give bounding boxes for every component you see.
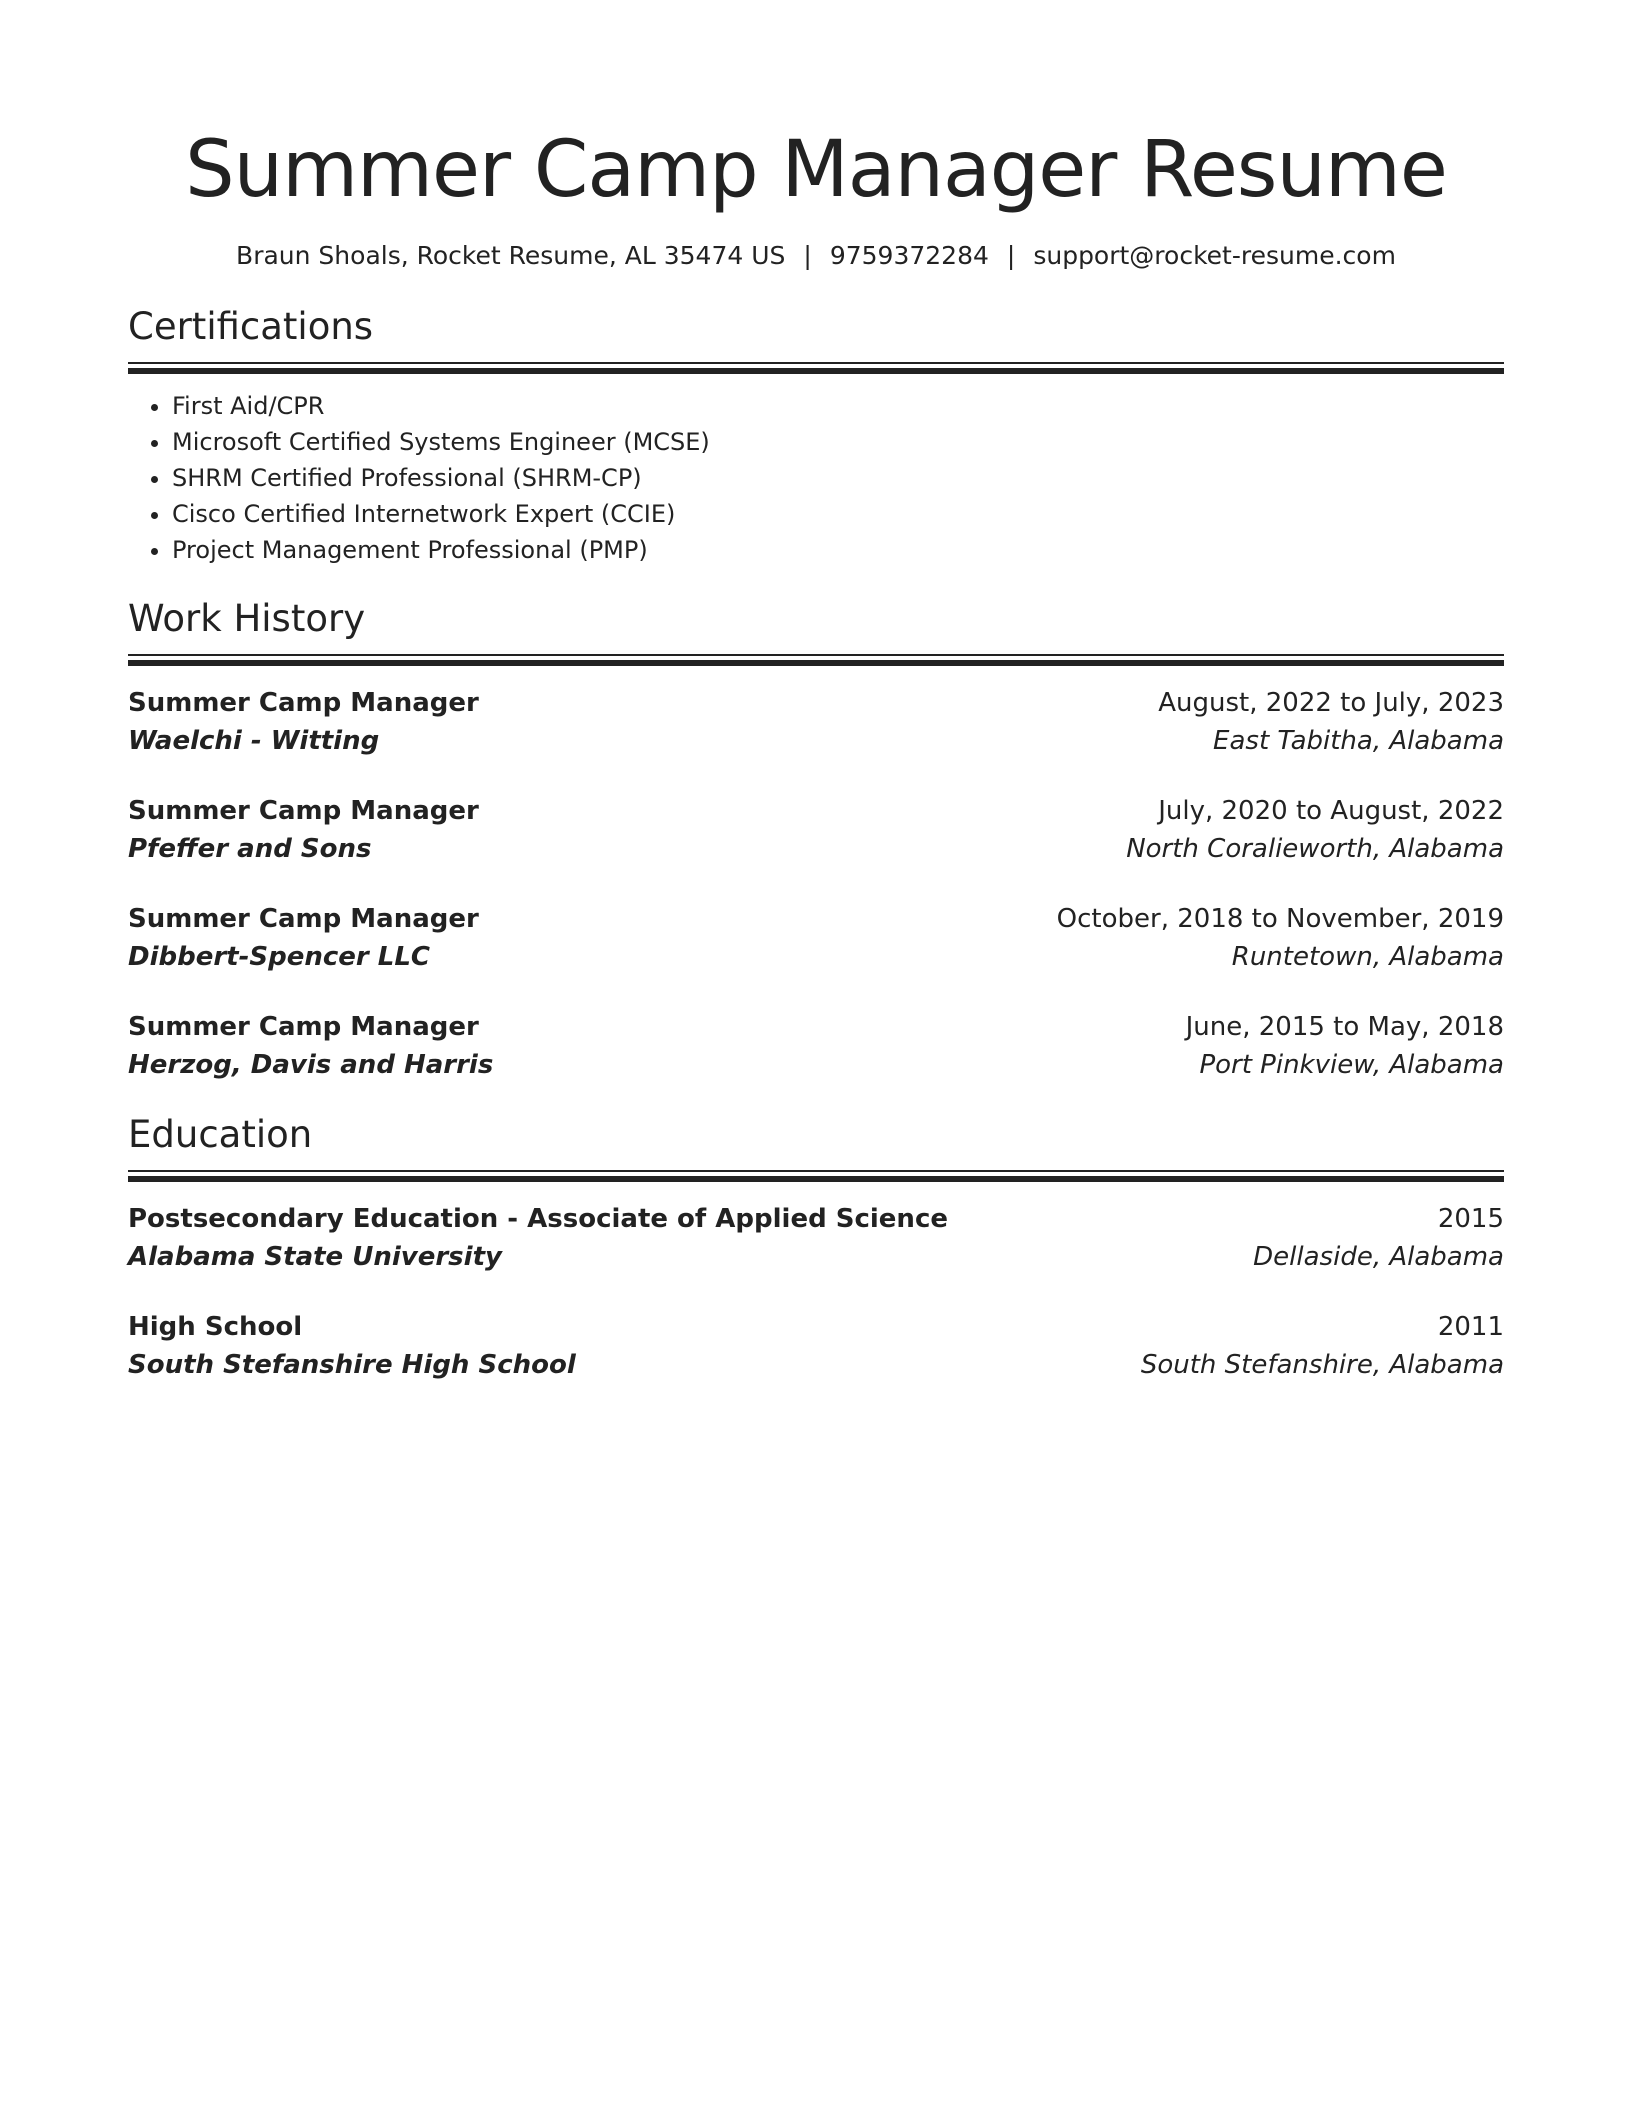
section-divider xyxy=(128,654,1504,666)
job-dates: June, 2015 to May, 2018 xyxy=(1185,1012,1504,1042)
page-title: Summer Camp Manager Resume xyxy=(185,125,1447,215)
education-location: Dellaside, Alabama xyxy=(1253,1242,1504,1272)
job-title: Summer Camp Manager xyxy=(128,796,479,826)
education-location: South Stefanshire, Alabama xyxy=(1140,1350,1504,1380)
education-year: 2015 xyxy=(1437,1204,1504,1234)
section-title-work-history: Work History xyxy=(128,597,366,640)
job-title: Summer Camp Manager xyxy=(128,904,479,934)
section-title-education: Education xyxy=(128,1113,313,1156)
contact-phone: 9759372284 xyxy=(829,241,989,270)
contact-email[interactable]: support@rocket-resume.com xyxy=(1033,241,1396,270)
job-dates: July, 2020 to August, 2022 xyxy=(1158,796,1504,826)
job-company: Waelchi - Witting xyxy=(128,726,380,756)
certification-item: • SHRM Certified Professional (SHRM-CP) xyxy=(172,460,1504,496)
job-entry xyxy=(128,1008,1504,1084)
job-company: Pfeffer and Sons xyxy=(128,834,372,864)
section-title-certifications: Certifications xyxy=(128,305,374,348)
education-degree: Postsecondary Education - Associate of Applied Science xyxy=(128,1204,948,1234)
job-location: North Coralieworth, Alabama xyxy=(1126,834,1504,864)
education-section xyxy=(128,1112,1504,1384)
job-company: Herzog, Davis and Harris xyxy=(128,1050,494,1080)
contact-address: Braun Shoals, Rocket Resume, AL 35474 US xyxy=(236,241,786,270)
job-company: Dibbert-Spencer LLC xyxy=(128,942,431,972)
job-location: Runtetown, Alabama xyxy=(1231,942,1504,972)
contact-separator: | xyxy=(1006,241,1016,270)
contact-separator: | xyxy=(803,241,812,270)
certification-item: • Project Management Professional (PMP) xyxy=(172,532,1504,568)
resume-page xyxy=(128,120,1504,1384)
section-divider xyxy=(128,362,1504,374)
job-title: Summer Camp Manager xyxy=(128,688,479,718)
contact-line xyxy=(128,240,1504,272)
job-entry xyxy=(128,684,1504,760)
job-entry xyxy=(128,900,1504,976)
education-school: Alabama State University xyxy=(128,1242,502,1272)
job-location: Port Pinkview, Alabama xyxy=(1199,1050,1504,1080)
education-degree: High School xyxy=(128,1312,303,1342)
education-entry xyxy=(128,1200,1504,1276)
certifications-section xyxy=(128,304,1504,568)
certification-item: • Microsoft Certified Systems Engineer (MCSE) xyxy=(172,424,1504,460)
job-dates: August, 2022 to July, 2023 xyxy=(1158,688,1504,718)
job-dates: October, 2018 to November, 2019 xyxy=(1056,904,1504,934)
education-entry xyxy=(128,1308,1504,1384)
education-year: 2011 xyxy=(1437,1312,1504,1342)
certification-item: • First Aid/CPR xyxy=(172,388,1504,424)
work-history-section xyxy=(128,596,1504,1084)
job-entry xyxy=(128,792,1504,868)
job-location: East Tabitha, Alabama xyxy=(1213,726,1504,756)
job-title: Summer Camp Manager xyxy=(128,1012,479,1042)
certification-item: • Cisco Certified Internetwork Expert (CCIE) xyxy=(172,496,1504,532)
education-school: South Stefanshire High School xyxy=(128,1350,576,1380)
certifications-list xyxy=(128,388,1504,568)
section-divider xyxy=(128,1170,1504,1182)
